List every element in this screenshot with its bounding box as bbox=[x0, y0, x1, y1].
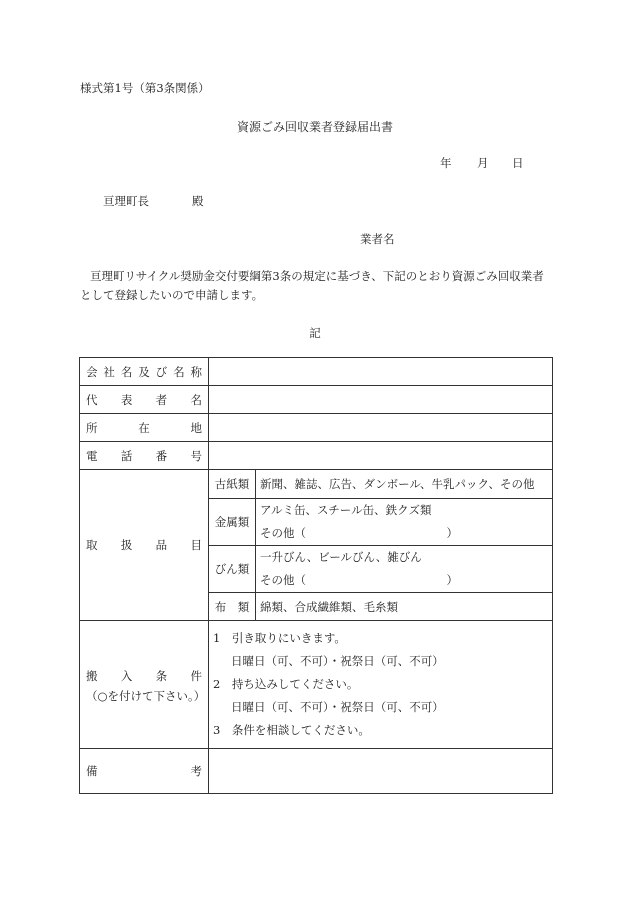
metal-other-open: その他（ bbox=[260, 526, 306, 540]
bottle-details bbox=[256, 546, 553, 593]
bottle-other-open: その他（ bbox=[260, 573, 306, 587]
company-name-label: 会社名及び名称 bbox=[80, 358, 209, 386]
delivery-sub: （○を付けて下さい。） bbox=[86, 689, 206, 703]
representative-label: 代表者名 bbox=[80, 386, 209, 414]
table-row bbox=[80, 358, 553, 386]
table-row bbox=[80, 442, 553, 470]
delivery-option-2: 2 持ち込みしてください。 bbox=[213, 677, 359, 691]
delivery-option-1: 1 引き取りにいきます。 bbox=[213, 631, 346, 645]
address-field[interactable] bbox=[209, 414, 553, 442]
date-year-label: 年 bbox=[440, 156, 452, 170]
form-title: 資源ごみ回収業者登録届出書 bbox=[236, 120, 393, 134]
metal-items: アルミ缶、スチール缶、鉄クズ類 bbox=[260, 503, 432, 517]
table-row bbox=[80, 386, 553, 414]
metal-other-close: ） bbox=[446, 526, 458, 540]
phone-label: 電話番号 bbox=[80, 442, 209, 470]
table-row bbox=[80, 621, 553, 749]
cloth-details: 綿類、合成繊維類、毛糸類 bbox=[256, 593, 553, 621]
intro-text-line-2: として登録したいので申請します。 bbox=[80, 288, 264, 302]
date-month-label: 月 bbox=[477, 156, 489, 170]
remarks-label: 備考 bbox=[80, 749, 209, 794]
table-row bbox=[80, 749, 553, 794]
registration-table bbox=[79, 357, 553, 794]
cloth-category: 布 類 bbox=[209, 593, 256, 621]
table-row bbox=[80, 470, 553, 499]
bottle-category: びん類 bbox=[209, 546, 256, 593]
addressee-suffix: 殿 bbox=[192, 194, 204, 208]
address-label: 所在地 bbox=[80, 414, 209, 442]
representative-field[interactable] bbox=[209, 386, 553, 414]
delivery-label-cell bbox=[80, 621, 209, 749]
company-name-field[interactable] bbox=[209, 358, 553, 386]
bottle-other bbox=[260, 569, 548, 592]
intro-text-1: 亘理町リサイクル奨励金交付要綱第3条の規定に基づき、下記のとおり資源ごみ回収業者 bbox=[90, 269, 544, 283]
addressee: 亘理町長 bbox=[103, 194, 149, 208]
business-name-label: 業者名 bbox=[360, 232, 395, 246]
paper-details: 新聞、雑誌、広告、ダンボール、牛乳パック、その他 bbox=[256, 470, 553, 499]
metal-other bbox=[260, 522, 548, 545]
paper-category: 古紙類 bbox=[209, 470, 256, 499]
ki-heading: 記 bbox=[309, 326, 321, 340]
form-number: 様式第1号（第3条関係） bbox=[80, 81, 210, 95]
delivery-option-3: 3 条件を相談してください。 bbox=[213, 723, 370, 737]
phone-field[interactable] bbox=[209, 442, 553, 470]
delivery-options bbox=[209, 621, 553, 749]
metal-category: 金属類 bbox=[209, 499, 256, 546]
delivery-option-1-detail: 日曜日（可、不可）・祝祭日（可、不可） bbox=[231, 654, 444, 668]
delivery-option-2-detail: 日曜日（可、不可）・祝祭日（可、不可） bbox=[231, 700, 444, 714]
remarks-field[interactable] bbox=[209, 749, 553, 794]
bottle-other-close: ） bbox=[446, 573, 458, 587]
metal-details bbox=[256, 499, 553, 546]
items-label: 取扱品目 bbox=[80, 470, 209, 621]
table-row bbox=[80, 414, 553, 442]
bottle-items: 一升びん、ビールびん、雑びん bbox=[260, 550, 422, 564]
intro-text-line-1 bbox=[80, 268, 544, 284]
delivery-label: 搬入条件 bbox=[86, 669, 202, 683]
date-day-label: 日 bbox=[512, 156, 524, 170]
